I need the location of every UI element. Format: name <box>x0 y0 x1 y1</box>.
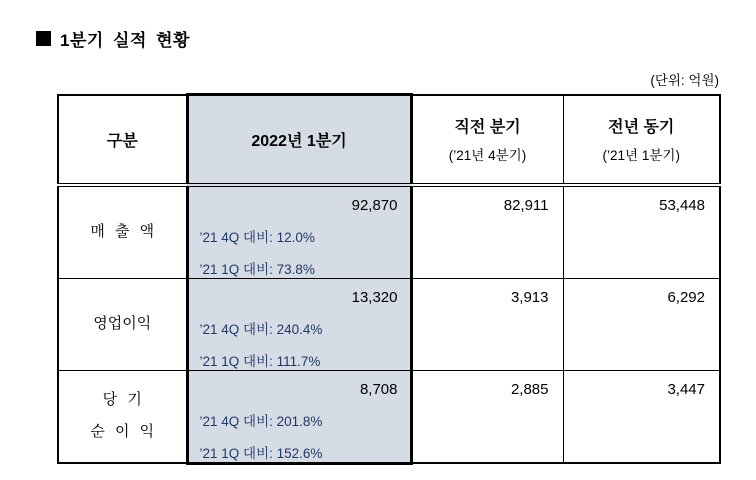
column-header-2022-q1 <box>187 95 411 185</box>
quarterly-results-table <box>57 93 721 465</box>
column-header-prev-year <box>563 95 720 185</box>
title-bullet-icon <box>36 31 51 46</box>
row-label-line: 당 기 <box>102 391 142 409</box>
net-income-2022-q1-value: 8,708 <box>359 380 398 398</box>
column-header-prev-year-label: 전년 동기 <box>608 119 675 136</box>
operating-profit-vs-1q-comparison: ’21 1Q 대비: 111.7% <box>199 353 321 369</box>
unit-note: (단위: 억원) <box>650 73 719 88</box>
row-label-line: 매 출 액 <box>90 223 155 240</box>
operating-profit-vs-4q-comparison: ’21 4Q 대비: 240.4% <box>199 321 323 337</box>
table-row-net-income <box>58 370 720 463</box>
page-title-text: 1분기 실적 현황 <box>60 31 190 50</box>
page-title <box>36 26 190 51</box>
row-label-revenue <box>58 185 187 279</box>
table-row-operating-profit <box>58 278 720 370</box>
table-row-revenue <box>58 185 720 279</box>
table-header-row <box>58 95 720 185</box>
net-income-prev-year-value: 3,447 <box>563 370 720 463</box>
revenue-vs-4q-comparison: ’21 4Q 대비: 12.0% <box>199 229 315 245</box>
row-label-operating-profit <box>58 278 187 370</box>
operating-profit-2022-q1-cell <box>187 278 411 370</box>
row-label-line: 영업이익 <box>93 315 152 332</box>
revenue-2022-q1-value: 92,870 <box>351 196 398 214</box>
row-label-line: 순 이 익 <box>90 423 155 441</box>
operating-profit-2022-q1-value: 13,320 <box>351 288 398 306</box>
column-header-prev-quarter <box>411 95 563 185</box>
column-header-prev-quarter-sublabel: (’21년 4분기) <box>448 148 527 163</box>
revenue-vs-1q-comparison: ’21 1Q 대비: 73.8% <box>199 261 315 277</box>
column-header-category-label: 구분 <box>106 132 138 150</box>
revenue-prev-quarter-value: 82,911 <box>411 185 563 279</box>
row-label-net-income <box>58 370 187 463</box>
column-header-prev-year-sublabel: (’21년 1분기) <box>602 148 680 163</box>
operating-profit-prev-year-value: 6,292 <box>563 278 720 370</box>
revenue-2022-q1-cell <box>187 185 411 279</box>
net-income-vs-4q-comparison: ’21 4Q 대비: 201.8% <box>199 413 323 429</box>
net-income-prev-quarter-value: 2,885 <box>411 370 563 463</box>
net-income-2022-q1-cell <box>187 370 411 463</box>
column-header-prev-quarter-label: 직전 분기 <box>454 119 521 136</box>
revenue-prev-year-value: 53,448 <box>563 185 720 279</box>
operating-profit-prev-quarter-value: 3,913 <box>411 278 563 370</box>
column-header-2022-q1-label: 2022년 1분기 <box>251 132 347 150</box>
net-income-vs-1q-comparison: ’21 1Q 대비: 152.6% <box>199 445 323 461</box>
column-header-category <box>58 95 187 185</box>
